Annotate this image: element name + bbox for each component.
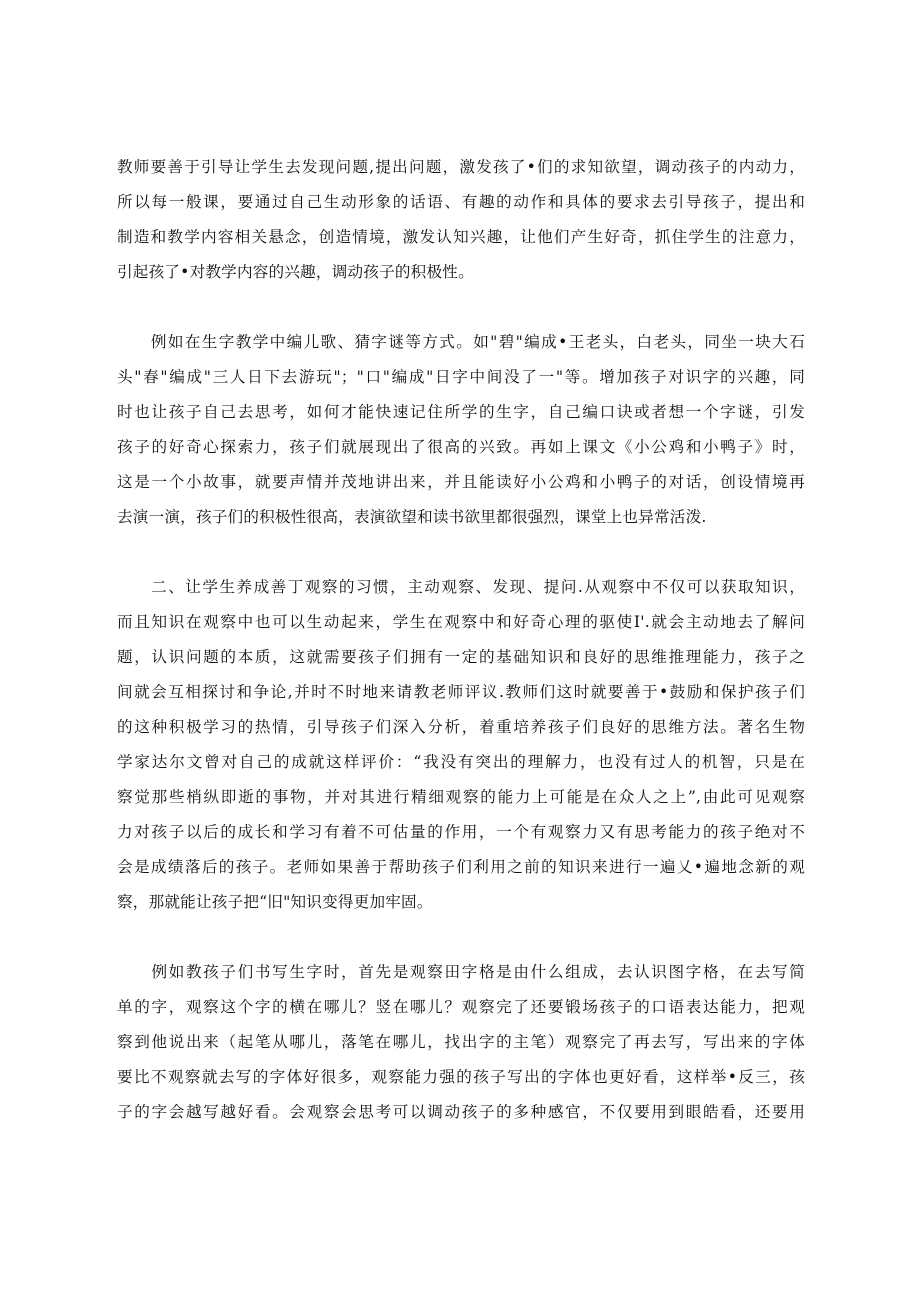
- paragraph-gap: [117, 920, 805, 955]
- paragraph-gap: [117, 290, 805, 325]
- text-line: 间就会互相探讨和争论,并时不时地来请教老师评议.教师们这时就要善于•鼓励和保护孩子们: [117, 683, 805, 701]
- paragraph-4: [117, 955, 805, 1130]
- text-line: 所以每一般课，要通过自己生动形象的话语、有趣的动作和具体的要求去引导孩子，提出和: [117, 193, 805, 211]
- text-line: 题，认识问题的本质，这就需要孩子们拥有一定的基础知识和良好的思维推理能力，孩子之: [117, 648, 805, 666]
- text-line: 而且知识在观察中也可以生动起来，学生在观察中和好奇心理的驱使Ι'.就会主动地去了解问: [117, 613, 805, 631]
- text-line: 例如在生字教学中编儿歌、猜字谜等方式。如"碧"编成•王老头，白老头，同坐一块大石: [117, 333, 805, 351]
- text-line: 察到他说出来（起笔从哪儿，落笔在哪儿，找出字的主笔）观察完了再去写，写出来的字体: [117, 1033, 805, 1051]
- text-line: 制造和教学内容相关悬念，创造情境，激发认知兴趣，让他们产生好奇，抓住学生的注意力，: [117, 228, 805, 246]
- text-line: 头"春"编成"三人日下去游玩"；"口"编成"日字中间没了一"等。增加孩子对识字的兴趣，同: [117, 368, 805, 386]
- text-line: 引起孩了•对教学内容的兴趣，调动孩子的积极性。: [117, 263, 474, 281]
- text-line: 的这种积极学习的热情，引导孩子们深入分析，着重培养孩子们良好的思维方法。著名生物: [117, 718, 805, 736]
- text-line: 例如教孩子们书写生字时，首先是观察田字格是由什么组成，去认识图字格，在去写简: [117, 963, 805, 981]
- text-line: 察，那就能让孩子把“旧"知识变得更加牢固。: [117, 893, 433, 911]
- text-line: 二、让学生养成善丁观察的习惯，主动观察、发现、提问.从观察中不仅可以获取知识，: [117, 578, 805, 596]
- paragraph-1: [117, 150, 805, 290]
- text-line: 学家达尔文曾对自己的成就这样评价：“我没有突出的理解力，也没有过人的机智，只是在: [117, 753, 805, 771]
- text-line: 单的字，观察这个字的横在哪儿？竖在哪儿？观察完了还要锻场孩子的口语表达能力，把观: [117, 998, 805, 1016]
- text-line: 察觉那些梢纵即逝的事物，并对其进行精细观察的能力上可能是在众人之上”,由此可见观察: [117, 788, 805, 806]
- text-line: 会是成绩落后的孩子。老师如果善于帮助孩子们利用之前的知识来进行一遍乂•遍地念新的观: [117, 858, 805, 876]
- document-body: [117, 150, 805, 1130]
- text-line: 教师要善于引导让学生去发现问题,提出问题，激发孩了•们的求知欲望，调动孩子的内动力，: [117, 158, 805, 176]
- text-line: 要比不观察就去写的字体好很多，观察能力强的孩子写出的字体也更好看，这样举•反三，孩: [117, 1068, 805, 1086]
- text-line: 去演一演，孩子们的积极性很高，表演欲望和读书欲里都很强烈，课堂上也异常活泼.: [117, 508, 707, 526]
- text-line: 子的字会越写越好看。会观察会思考可以调动孩子的多种感官，不仅要用到眼皓看，还要用: [117, 1103, 805, 1121]
- text-line: 这是一个小故事，就要声情并茂地讲出来，并且能读好小公鸡和小鸭子的对话，创设情境再: [117, 473, 805, 491]
- text-line: 力对孩子以后的成长和学习有着不可估量的作用，一个有观察力又有思考能力的孩子绝对不: [117, 823, 805, 841]
- text-line: 时也让孩子自己去思考，如何才能快速记住所学的生字，自己编口诀或者想一个字谜，引发: [117, 403, 805, 421]
- text-line: 孩子的好奇心探索力，孩子们就展现出了很高的兴致。再如上课文《小公鸡和小鸭子》时，: [117, 438, 805, 456]
- paragraph-gap: [117, 535, 805, 570]
- paragraph-2: [117, 325, 805, 535]
- paragraph-3: [117, 570, 805, 920]
